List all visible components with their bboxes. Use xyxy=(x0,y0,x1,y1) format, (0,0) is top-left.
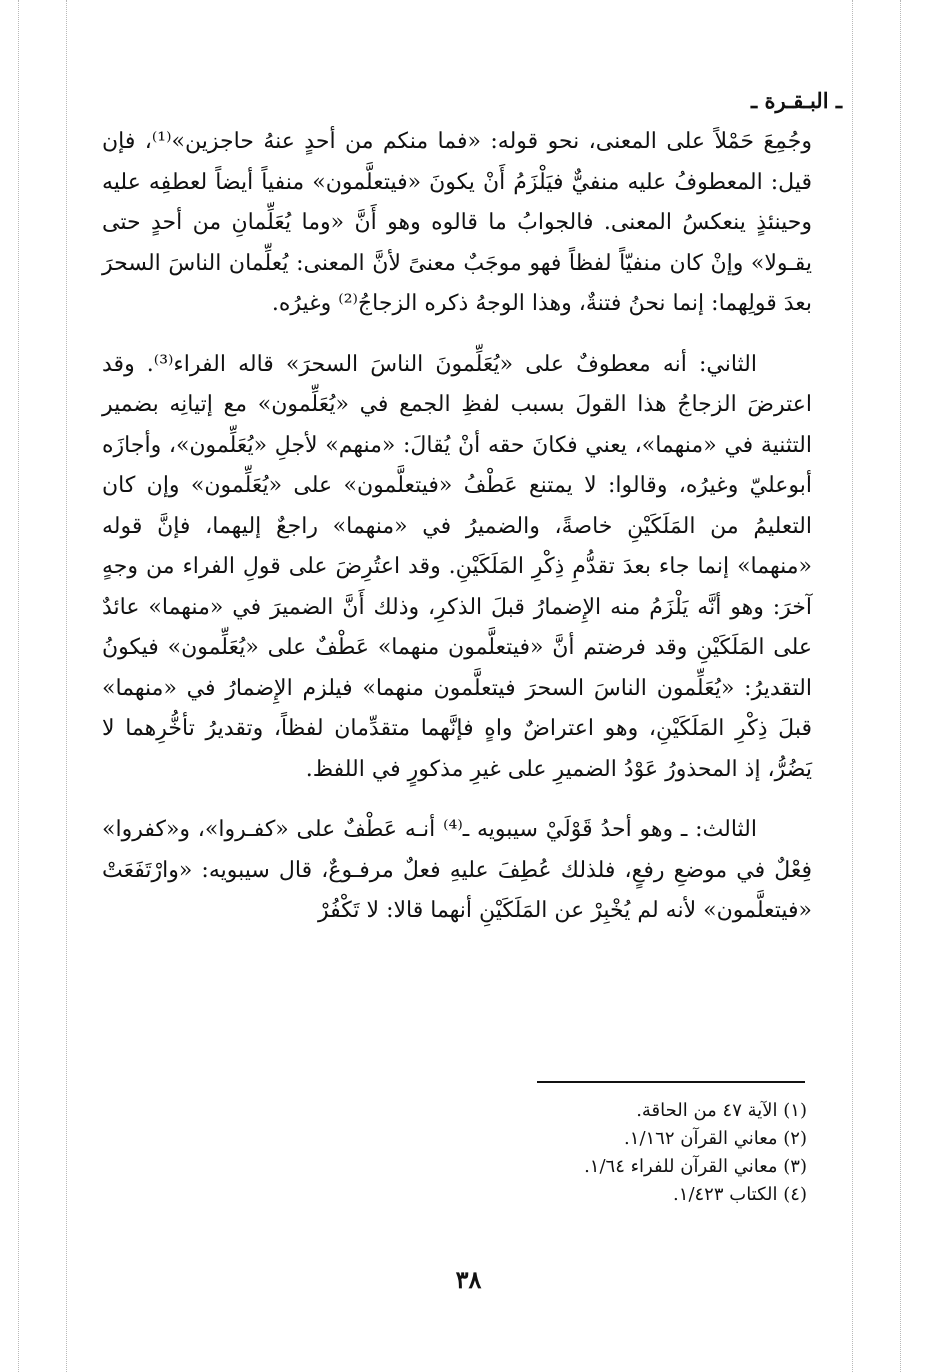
scan-edge-right xyxy=(900,0,901,1372)
page-number: ٣٨ xyxy=(455,1265,482,1294)
footnote-3: (٣) معاني القرآن للفراء ١/٦٤. xyxy=(584,1156,807,1177)
scan-edge-left xyxy=(18,0,19,1372)
running-header: ـ البـقـرة ـ xyxy=(750,88,842,113)
scan-edge-left-inner xyxy=(66,0,67,1372)
footnote-2: (٢) معاني القرآن ١/١٦٢. xyxy=(624,1128,807,1149)
scan-edge-right-inner xyxy=(852,0,853,1372)
footnote-1: (١) الآية ٤٧ من الحاقة. xyxy=(636,1100,807,1121)
main-text xyxy=(102,122,812,932)
footnotes xyxy=(207,1097,807,1209)
paragraph-3: الثالث: ـ وهو أحدُ قَوْلَيْ سيبويه ـ⁽⁴⁾ أنـه عَطْفٌ على «كفـروا»، و«كفروا» فِعْلٌ في موضعِ رفعٍ، فلذلك عُطِفَ عليهِ فعلٌ مرفـوعٌ، قال سيبويه: «وارْتَفَعَتْ «فيتعلَّمون» لأنه لم يُخْبِرْ عن المَلَكَيْنِ أنهما قالا: لا تَكْفُرْ xyxy=(102,817,812,923)
paragraph-2: الثاني: أنه معطوفٌ على «يُعَلِّمونَ الناسَ السحرَ» قاله الفراء⁽³⁾. وقد اعترضَ الزجاجُ هذا القولَ بسبب لفظِ الجمع في «يُعَلِّمون» مع إتيانِه بضمير التثنية في «منهما»، يعني فكانَ حقه أنْ يُقالَ: «منهم» لأجلِ «يُعَلِّمون»، وأجازَه أبوعليّ وغيرُه، وقالوا: لا يمتنع عَطْفُ «فيتعلَّمون» على «يُعَلِّمون» وإن كان التعليمُ من المَلَكَيْنِ خاصةً، والضميرُ في «منهما» راجعٌ إليهما، فإنَّ قوله «منهما» إنما جاء بعدَ تقدُّمِ ذِكْرِ المَلَكَيْنِ. وقد اعتُرِضَ على قولِ الفراء من وجهٍ آخرَ: وهو أنَّه يَلْزَمُ منه الإِضمارُ قبلَ الذكرِ، وذلك أَنَّ الضميرَ في «منهما» عائدٌ على المَلَكَيْنِ وقد فرضتم أنَّ «فيتعلَّمون منهما» عَطْفٌ على «يُعَلِّمون» فيكونُ التقديرُ: «يُعَلِّمون الناسَ السحرَ فيتعلَّمون منهما» فيلزم الإِضمارُ في «منهما» قبلَ ذِكْرِ المَلَكَيْنِ، وهو اعتراضٌ واهٍ فإنَّهما متقدِّمان لفظاً، وتقديرُ تأخُّرِهما لا يَضُرُّ، إذ المحذورُ عَوْدُ الضميرِ على غيرِ مذكورٍ في اللفظ. xyxy=(102,351,813,782)
footnote-separator xyxy=(537,1081,805,1083)
footnote-4: (٤) الكتاب ١/٤٢٣. xyxy=(673,1184,807,1205)
paragraph-1: وجُمِعَ حَمْلاً على المعنى، نحو قوله: «فما منكم من أحدٍ عنهُ حاجزين»⁽¹⁾، فإن قيل: المعطوفُ عليه منفيٌّ فيَلْزَمُ أَنْ يكونَ «فيتعلَّمون» منفياً أيضاً لعطفِه عليه وحينئذٍ ينعكسُ المعنى. فالجوابُ ما قالوه وهو أَنَّ «وما يُعَلِّمانِ من أحدٍ حتى يقـولا» وإنْ كان منفيّاً لفظاً فهو موجَبٌ معنىً لأنَّ المعنى: يُعلِّمان الناسَ السحرَ بعدَ قولِهما: إنما نحنُ فتنةٌ، وهذا الوجهُ ذكره الزجاجُ⁽²⁾ وغيرُه. xyxy=(102,129,812,316)
